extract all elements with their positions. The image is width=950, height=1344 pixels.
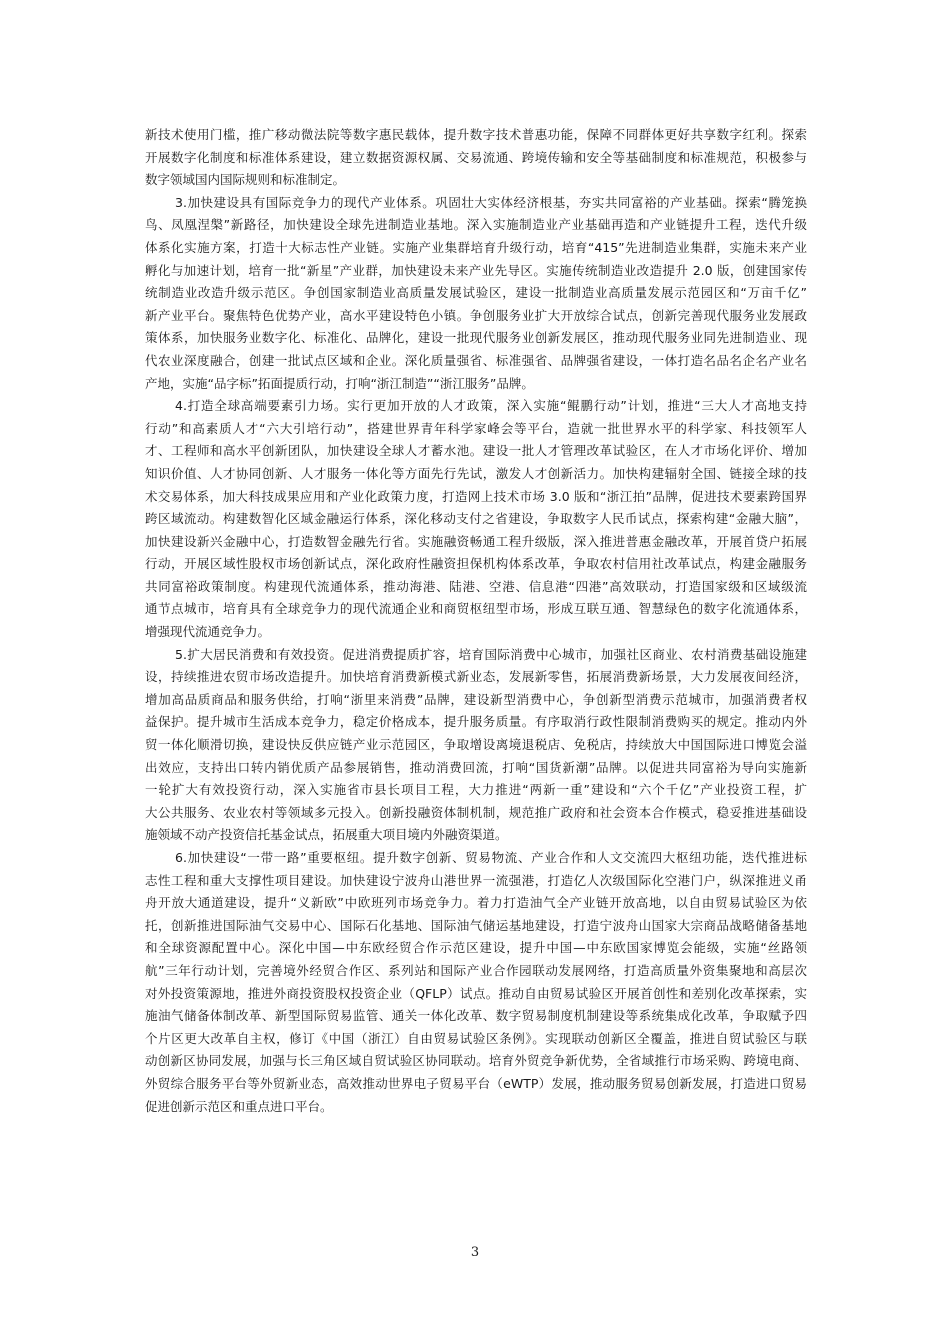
text-line: 一轮扩大有效投资行动，深入实施省市县长项目工程，大力推进“两新一重”建设和“六个千亿”产业投资工程，扩 bbox=[145, 782, 807, 798]
text-line: 施领域不动产投资信托基金试点，拓展重大项目境内外融资渠道。 bbox=[145, 827, 508, 843]
text-line: 代农业深度融合，创建一批试点区域和企业。深化质量强省、标准强省、品牌强省建设，一体打造名品名企名产业名 bbox=[145, 352, 807, 368]
text-line: 5.扩大居民消费和有效投资。促进消费提质扩容，培育国际消费中心城市，加强社区商业、农村消费基础设施建 bbox=[175, 646, 807, 662]
text-line: 术交易体系，加大科技成果应用和产业化政策力度，打造网上技术市场 3.0 版和“浙江拍”品牌，促进技术要素跨国界 bbox=[145, 488, 807, 504]
text-line: 出效应，支持出口转内销优质产品参展销售，推动消费回流，打响“国货新潮”品牌。以促进共同富裕为导向实施新 bbox=[145, 759, 807, 775]
paragraph bbox=[145, 124, 807, 192]
text-line: 才、工程师和高水平创新团队，加快建设全球人才蓄水池。建设一批人才管理改革试验区，在人才市场化评价、增加 bbox=[145, 443, 807, 459]
text-line: 3.加快建设具有国际竞争力的现代产业体系。巩固壮大实体经济根基，夯实共同富裕的产业基础。探索“腾笼换 bbox=[175, 194, 807, 210]
text-line: 共同富裕政策制度。构建现代流通体系，推动海港、陆港、空港、信息港“四港”高效联动，打造国家级和区域级流 bbox=[145, 578, 807, 594]
text-line: 策体系，加快服务业数字化、标准化、品牌化，建设一批现代服务业创新发展区，推动现代服务业同先进制造业、现 bbox=[145, 330, 807, 346]
page-number: 3 bbox=[470, 1245, 480, 1260]
text-line: 体系化实施方案，打造十大标志性产业链。实施产业集群培育升级行动，培育“415”先进制造业集群，实施未来产业 bbox=[145, 239, 807, 255]
text-line: 个片区更大改革自主权，修订《中国（浙江）自由贸易试验区条例》。实现联动创新区全覆盖，推进自贸试验区与联 bbox=[145, 1030, 807, 1046]
text-line: 舟开放大通道建设，提升“义新欧”中欧班列市场竞争力。着力打造油气全产业链开放高地，以自由贸易试验区为依 bbox=[145, 895, 807, 911]
text-line: 动创新区协同发展，加强与长三角区域自贸试验区协同联动。培育外贸竞争新优势，全省域推行市场采购、跨境电商、 bbox=[145, 1053, 807, 1069]
text-line: 大公共服务、农业农村等领域多元投入。创新投融资体制机制，规范推广政府和社会资本合作模式，稳妥推进基础设 bbox=[145, 804, 807, 820]
text-line: 设，持续推进农贸市场改造提升。加快培育消费新模式新业态，发展新零售，拓展消费新场景，大力发展夜间经济， bbox=[145, 669, 807, 685]
text-line: 产地，实施“品字标”拓面提质行动，打响“浙江制造”“浙江服务”品牌。 bbox=[145, 375, 534, 391]
text-line: 外贸综合服务平台等外贸新业态，高效推动世界电子贸易平台（eWTP）发展，推动服务贸易创新发展，打造进口贸易 bbox=[145, 1075, 807, 1091]
text-line: 通节点城市，培育具有全球竞争力的现代流通企业和商贸枢纽型市场，形成互联互通、智慧绿色的数字化流通体系， bbox=[145, 601, 807, 617]
text-line: 促进创新示范区和重点进口平台。 bbox=[145, 1098, 333, 1114]
text-line: 4.打造全球高端要素引力场。实行更加开放的人才政策，深入实施“鲲鹏行动”计划，推进“三大人才高地支持 bbox=[175, 398, 807, 414]
paragraph bbox=[145, 644, 807, 847]
text-line: 开展数字化制度和标准体系建设，建立数据资源权属、交易流通、跨境传输和安全等基础制度和标准规范，积极参与 bbox=[145, 149, 807, 165]
text-line: 新技术使用门槛，推广移动微法院等数字惠民载体，提升数字技术普惠功能，保障不同群体更好共享数字红利。探索 bbox=[145, 127, 807, 142]
text-line: 航”三年行动计划，完善境外经贸合作区、系列站和国际产业合作园联动发展网络，打造高质量外资集聚地和高层次 bbox=[145, 962, 807, 978]
text-line: 新产业平台。聚焦特色优势产业，高水平建设特色小镇。争创服务业扩大开放综合试点，创新完善现代服务业发展政 bbox=[145, 307, 807, 323]
text-line: 行动，开展区域性股权市场创新试点，深化政府性融资担保机构体系改革，争取农村信用社改革试点，构建金融服务 bbox=[145, 556, 807, 572]
text-line: 和全球资源配置中心。深化中国—中东欧经贸合作示范区建设，提升中国—中东欧国家博览会能级，实施“丝路领 bbox=[145, 940, 807, 956]
paragraph bbox=[145, 192, 807, 395]
text-line: 知识价值、人才协同创新、人才服务一体化等方面先行先试，激发人才创新活力。加快构建辐射全国、链接全球的技 bbox=[145, 465, 807, 481]
text-line: 孵化与加速计划，培育一批“新星”产业群，加快建设未来产业先导区。实施传统制造业改造提升 2.0 版，创建国家传 bbox=[145, 262, 807, 278]
text-line: 数字领域国内国际规则和标准制定。 bbox=[145, 172, 346, 188]
paragraph bbox=[145, 395, 807, 644]
text-line: 6.加快建设“一带一路”重要枢纽。提升数字创新、贸易物流、产业合作和人文交流四大枢纽功能，迭代推进标 bbox=[175, 850, 807, 865]
paragraph bbox=[145, 847, 807, 1118]
text-line: 托，创新推进国际油气交易中心、国际石化基地、国际油气储运基地建设，打造宁波舟山国家大宗商品战略储备基地 bbox=[145, 917, 807, 933]
text-line: 施油气储备体制改革、新型国际贸易监管、通关一体化改革、数字贸易制度机制建设等系统集成化改革，争取赋予四 bbox=[145, 1008, 807, 1024]
text-line: 跨区域流动。构建数智化区域金融运行体系，深化移动支付之省建设，争取数字人民币试点，探索构建“金融大脑”， bbox=[145, 511, 807, 527]
body-text bbox=[145, 124, 807, 1118]
text-line: 增加高品质商品和服务供给，打响“浙里来消费”品牌，建设新型消费中心，争创新型消费示范城市，加强消费者权 bbox=[145, 691, 807, 707]
text-line: 鸟、凤凰涅槃”新路径，加快建设全球先进制造业基地。深入实施制造业产业基础再造和产业链提升工程，迭代升级 bbox=[145, 217, 807, 233]
text-line: 加快建设新兴金融中心，打造数智金融先行省。实施融资畅通工程升级版，深入推进普惠金融改革，开展首贷户拓展 bbox=[145, 533, 807, 549]
text-line: 贸一体化顺滑切换，建设快反供应链产业示范园区，争取增设离境退税店、免税店，持续放大中国国际进口博览会溢 bbox=[145, 737, 807, 753]
text-line: 行动”和高素质人才“六大引培行动”，搭建世界青年科学家峰会等平台，造就一批世界水平的科学家、科技领军人 bbox=[145, 420, 807, 436]
text-line: 益保护。提升城市生活成本竞争力，稳定价格成本，提升服务质量。有序取消行政性限制消费购买的规定。推动内外 bbox=[145, 714, 807, 730]
text-line: 志性工程和重大支撑性项目建设。加快建设宁波舟山港世界一流强港，打造亿人次级国际化空港门户，纵深推进义甬 bbox=[145, 872, 807, 888]
text-line: 统制造业改造升级示范区。争创国家制造业高质量发展试验区，建设一批制造业高质量发展示范园区和“万亩千亿” bbox=[145, 285, 807, 301]
text-line: 对外投资策源地，推进外商投资股权投资企业（QFLP）试点。推动自由贸易试验区开展首创性和差别化改革探索，实 bbox=[145, 985, 807, 1001]
text-line: 增强现代流通竞争力。 bbox=[145, 624, 271, 640]
